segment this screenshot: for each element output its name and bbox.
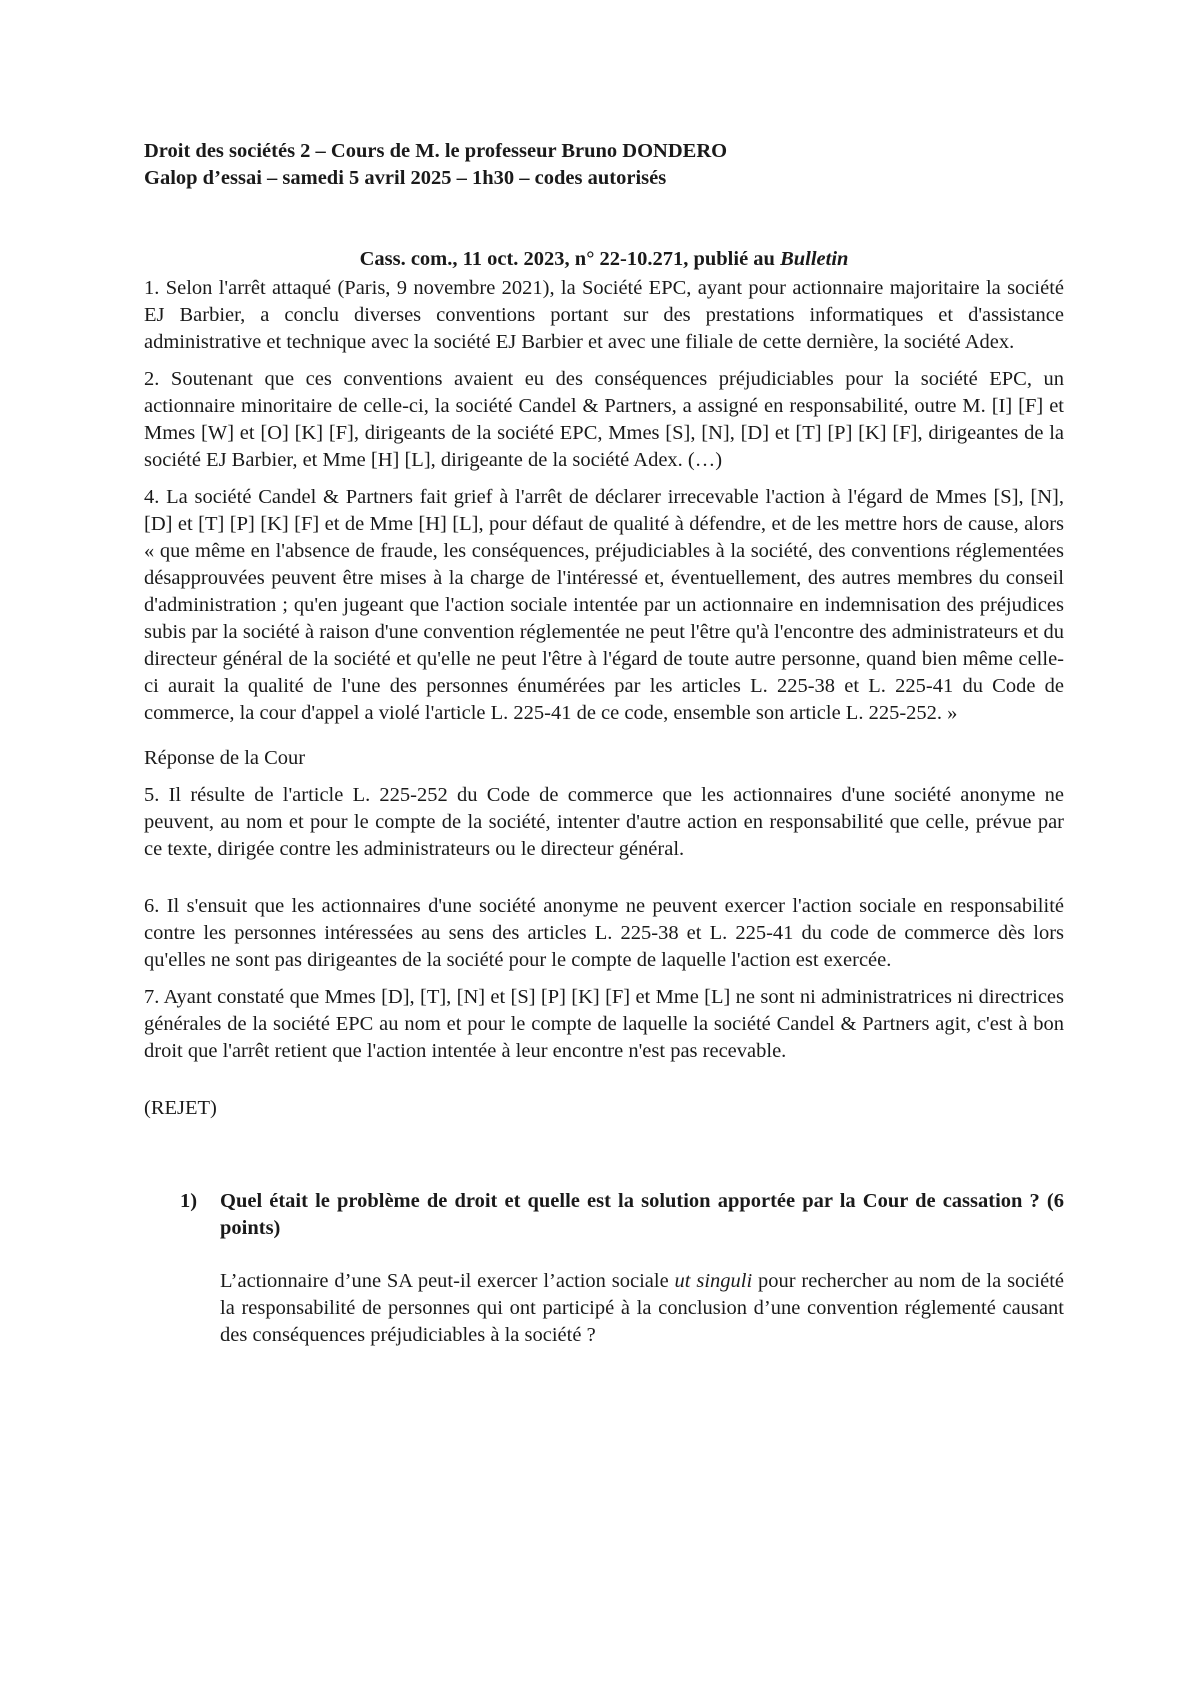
question-body xyxy=(220,1188,1064,1349)
paragraph-4: 4. La société Candel & Partners fait grief à l'arrêt de déclarer irrecevable l'action à l'égard de Mmes [S], [N], [D] et [T] [P] [K] [F] et de Mme [H] [L], pour défaut de qualité à défendre, et de les mettre hors de cause, alors « que même en l'absence de fraude, les conséquences, préjudiciables à la société, des conventions réglementées désapprouvées peuvent être mises à la charge de l'intéressé et, éventuellement, des autres membres du conseil d'administration ; qu'en jugeant que l'action sociale intentée par un actionnaire en indemnisation des préjudices subis par la société à raison d'une convention réglementée ne peut l'être qu'à l'encontre des administrateurs et du directeur général de la société et qu'elle ne peut l'être à l'égard de toute autre personne, quand bien même celle-ci aurait la qualité de l'une des personnes énumérées par les articles L. 225-38 et L. 225-41 du Code de commerce, la cour d'appel a violé l'article L. 225-41 de ce code, ensemble son article L. 225-252. » xyxy=(144,486,1064,724)
paragraph-5: 5. Il résulte de l'article L. 225-252 du Code de commerce que les actionnaires d'une société anonyme ne peuvent, au nom et pour le compte de la société, intenter d'autre action en responsabilité que celle, prévue par ce texte, dirigée contre les administrateurs ou le directeur général. xyxy=(144,784,1064,860)
case-reference xyxy=(144,246,1064,273)
answer-part-2: pour rechercher au nom de la société la responsabilité de personnes qui ont participé à la conclusion d’une convention réglementé causant des conséquences préjudiciables à la société ? xyxy=(220,1270,1064,1346)
response-heading: Réponse de la Cour xyxy=(144,747,306,769)
verdict-rejet: (REJET) xyxy=(144,1097,217,1119)
paragraph-6: 6. Il s'ensuit que les actionnaires d'une société anonyme ne peuvent exercer l'action sociale en responsabilité contre les personnes intéressées au sens des articles L. 225-38 et L. 225-41 du code de commerce dès lors qu'elles ne sont pas dirigeantes de la société pour le compte de laquelle l'action est exercée. xyxy=(144,895,1064,971)
question-number: 1) xyxy=(180,1190,198,1212)
case-reference-main: Cass. com., 11 oct. 2023, n° 22-10.271, publié au xyxy=(359,248,781,270)
paragraph-1: 1. Selon l'arrêt attaqué (Paris, 9 novembre 2021), la Société EPC, ayant pour actionnaire majoritaire la société EJ Barbier, a conclu diverses conventions portant sur des prestations informatiques et d'assistance administrative et technique avec la société EJ Barbier et avec une filiale de cette dernière, la société Adex. xyxy=(144,277,1064,353)
question-1 xyxy=(144,1188,1064,1349)
answer-latin-term: ut singuli xyxy=(674,1270,753,1292)
document-header xyxy=(144,138,1064,192)
course-title: Droit des sociétés 2 – Cours de M. le professeur Bruno DONDERO xyxy=(144,140,728,162)
exam-subtitle: Galop d’essai – samedi 5 avril 2025 – 1h30 – codes autorisés xyxy=(144,167,667,189)
question-text: Quel était le problème de droit et quelle est la solution apportée par la Cour de cassation ? (6 points) xyxy=(220,1190,1064,1239)
paragraph-2: 2. Soutenant que ces conventions avaient eu des conséquences préjudiciables pour la société EPC, un actionnaire minoritaire de celle-ci, la société Candel & Partners, a assigné en responsabilité, outre M. [I] [F] et Mmes [W] et [O] [K] [F], dirigeants de la société EPC, Mmes [S], [N], [D] et [T] [P] [K] [F], dirigeantes de la société EJ Barbier, et Mme [H] [L], dirigeante de la société Adex. (…) xyxy=(144,368,1064,471)
question-answer xyxy=(220,1268,1064,1349)
paragraph-7: 7. Ayant constaté que Mmes [D], [T], [N] et [S] [P] [K] [F] et Mme [L] ne sont ni administratrices ni directrices générales de la société EPC au nom et pour le compte de laquelle la société Candel & Partners agit, c'est à bon droit que l'arrêt retient que l'action intentée à leur encontre n'est pas recevable. xyxy=(144,986,1064,1062)
case-reference-bulletin: Bulletin xyxy=(780,248,849,270)
answer-part-1: L’actionnaire d’une SA peut-il exercer l’action sociale xyxy=(220,1270,675,1292)
document-page xyxy=(144,138,1064,1349)
